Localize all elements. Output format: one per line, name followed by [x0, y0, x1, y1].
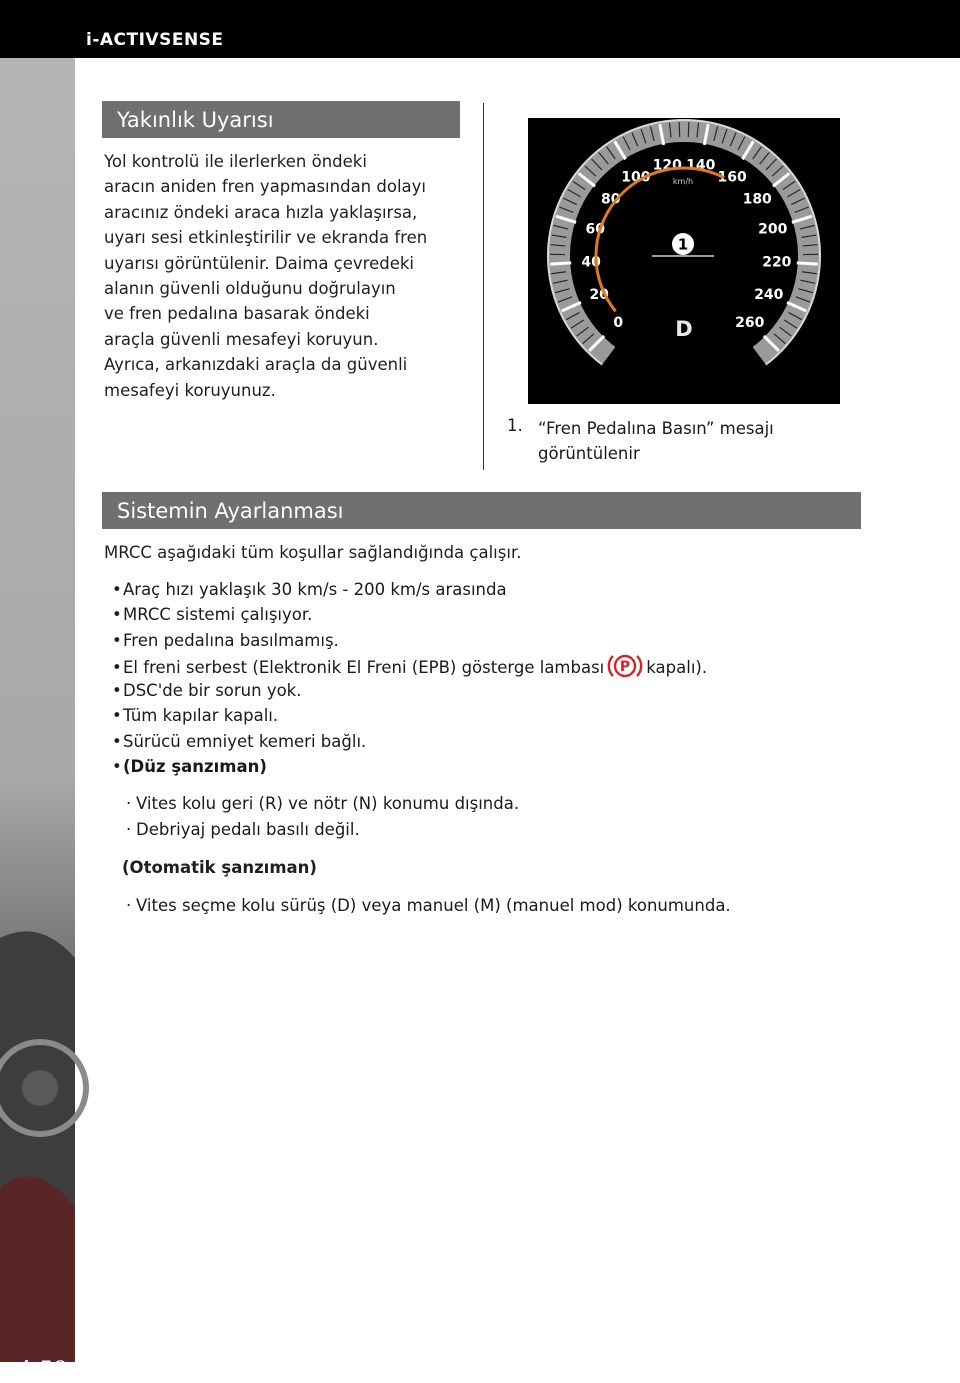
- bullet-dot: •: [112, 754, 123, 779]
- section-title: Yakınlık Uyarısı: [117, 108, 274, 132]
- chapter-title: i-ACTIVSENSE: [86, 30, 224, 50]
- parking-brake-icon: [607, 653, 643, 686]
- condition-item: •Araç hızı yaklaşık 30 km/s - 200 km/s arasında: [112, 577, 707, 602]
- top-bar: [0, 0, 960, 58]
- condition-item: •Fren pedalına basılmamış.: [112, 628, 707, 653]
- speed-label: 40: [581, 255, 601, 271]
- bullet-dot: ·: [126, 791, 136, 817]
- dashboard-photo: [0, 58, 75, 1362]
- speed-label: 0: [613, 315, 623, 331]
- conditions-list: [112, 577, 707, 779]
- speed-label: 20: [589, 287, 609, 303]
- speed-label: 240: [754, 287, 783, 303]
- warning-arc: [596, 168, 724, 311]
- condition-item: •MRCC sistemi çalışıyor.: [112, 602, 707, 627]
- proximity-warning-text: Yol kontrolü ile ilerlerken öndeki aracın aniden fren yapmasından dolayı aracınız öndeki araca hızla yaklaşırsa, uyarı sesi etkinleştirilir ve ekranda fren uyarısı görüntülenir. Daima çevredeki alanın güvenli olduğunu doğrulayın ve fren pedalına basarak öndeki araçla güvenli mesafeyi koruyun. Ayrıca, arkanızdaki araçla da güvenli mesafeyi koruyunuz.: [104, 149, 474, 403]
- column-divider: [483, 103, 484, 470]
- condition-item: •(Düz şanzıman): [112, 754, 707, 779]
- bullet-dot: ·: [126, 893, 136, 919]
- side-photo-strip: [0, 58, 75, 1362]
- caption-number: 1.: [507, 416, 523, 435]
- section-header-system-settings: [102, 492, 861, 529]
- bullet-dot: •: [112, 577, 123, 602]
- conditions-intro: MRCC aşağıdaki tüm koşullar sağlandığında çalışır.: [104, 540, 844, 565]
- speed-label: 60: [585, 221, 605, 237]
- page-number: 4-58: [18, 1358, 67, 1383]
- automatic-transmission-title: (Otomatik şanzıman): [122, 855, 317, 880]
- steering-hub-shape: [22, 1070, 58, 1106]
- figure-caption: “Fren Pedalına Basın” mesajı görüntülenir: [538, 416, 838, 466]
- sub-item: · Vites kolu geri (R) ve nötr (N) konumu dışında.: [126, 791, 519, 817]
- speed-label: 100: [621, 169, 650, 185]
- speed-label: 80: [601, 192, 621, 208]
- bullet-dot: •: [112, 678, 123, 703]
- minor-tick: [679, 122, 680, 137]
- section-title: Sistemin Ayarlanması: [117, 499, 344, 523]
- bullet-dot: ·: [126, 817, 136, 843]
- epb-suffix: kapalı).: [646, 658, 707, 677]
- speed-label: 140: [686, 158, 715, 174]
- condition-item: •Sürücü emniyet kemeri bağlı.: [112, 729, 707, 754]
- speedometer-svg: [528, 118, 840, 404]
- bullet-dot: •: [112, 703, 123, 728]
- speed-label: 220: [762, 255, 791, 271]
- speed-label: 200: [758, 221, 787, 237]
- seat-shape: [0, 1177, 75, 1362]
- automatic-transmission-list: [126, 893, 731, 919]
- bullet-dot: •: [112, 655, 123, 680]
- condition-item: •Tüm kapılar kapalı.: [112, 703, 707, 728]
- bullet-dot: •: [112, 602, 123, 627]
- sub-item: · Vites seçme kolu sürüş (D) veya manuel (M) (manuel mod) konumunda.: [126, 893, 731, 919]
- speed-label: 180: [743, 192, 772, 208]
- speedometer-figure: [528, 118, 840, 404]
- callout-number: 1: [678, 236, 688, 254]
- speed-unit: km/h: [673, 177, 693, 186]
- speed-label: 160: [717, 169, 746, 185]
- condition-item: •DSC'de bir sorun yok.: [112, 678, 707, 703]
- major-tick: [797, 263, 818, 264]
- manual-transmission-list: [126, 791, 519, 842]
- bullet-dot: •: [112, 729, 123, 754]
- svg-text:P: P: [620, 659, 630, 675]
- condition-item: •El freni serbest (Elektronik El Freni (EPB) gösterge lambası P kapalı).: [112, 653, 707, 678]
- major-tick: [550, 263, 571, 264]
- speed-label: 260: [735, 315, 764, 331]
- speed-label: 120: [653, 158, 682, 174]
- minor-tick: [688, 122, 689, 137]
- sub-item: · Debriyaj pedalı basılı değil.: [126, 817, 519, 843]
- gear-indicator: D: [675, 317, 692, 341]
- section-header-proximity-warning: [102, 101, 460, 138]
- bullet-dot: •: [112, 628, 123, 653]
